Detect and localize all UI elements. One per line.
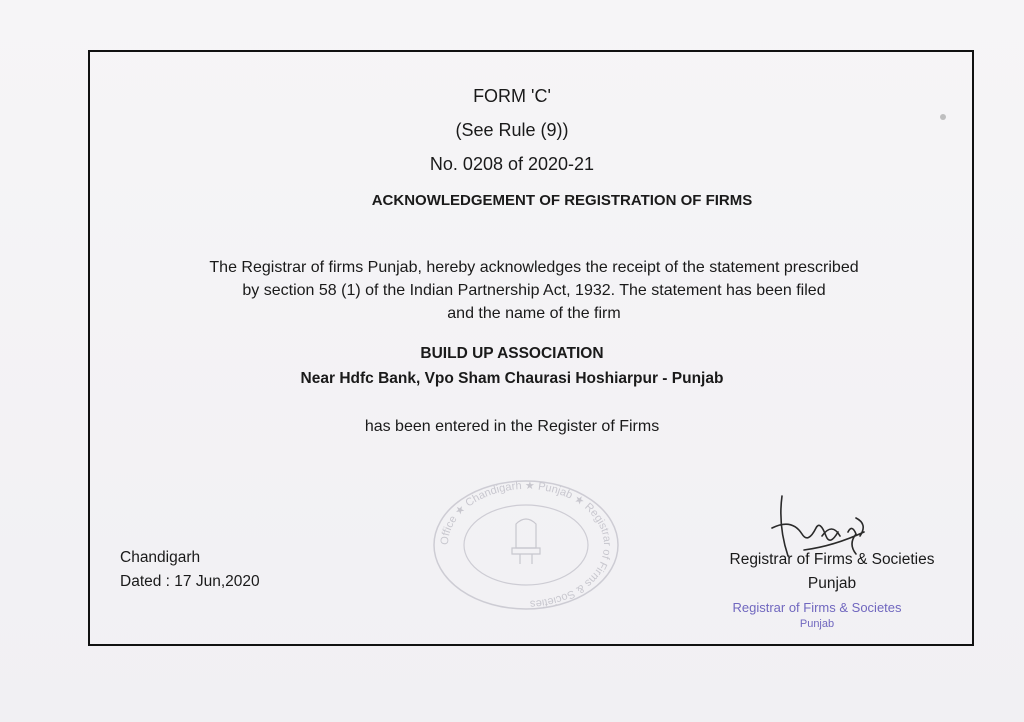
emblem-icon	[512, 519, 540, 564]
registrar-title: Registrar of Firms & Societies	[729, 551, 935, 568]
registration-number: No. 0208 of 2020-21	[429, 154, 595, 174]
seal-text: Office ★ Chandigarh ★ Punjab ★ Registrar of Firms & Societies	[438, 479, 614, 610]
form-rule: (See Rule (9))	[455, 120, 569, 140]
stamp-line-1: Registrar of Firms & Societes	[732, 600, 902, 615]
issue-place: Chandigarh	[120, 549, 201, 566]
document-heading: ACKNOWLEDGEMENT OF REGISTRATION OF FIRMS	[371, 192, 753, 209]
paragraph-line-2: by section 58 (1) of the Indian Partnership Act, 1932. The statement has been filed	[242, 282, 826, 299]
issue-date: Dated : 17 Jun,2020	[120, 573, 260, 590]
issue-details	[120, 546, 260, 594]
stamp-line-2: Punjab	[799, 618, 835, 630]
acknowledgement-paragraph	[22, 256, 1024, 325]
firm-address: Near Hdfc Bank, Vpo Sham Chaurasi Hoshiarpur - Punjab	[300, 370, 724, 387]
registrar-state: Punjab	[807, 575, 857, 592]
registrar-designation	[708, 548, 956, 596]
firm-name: BUILD UP ASSOCIATION	[420, 345, 604, 362]
registrar-rubber-stamp	[712, 600, 922, 632]
svg-text:Office ★ Chandigarh ★ Punjab ★	[439, 480, 613, 610]
official-seal	[430, 478, 622, 612]
paragraph-line-3: and the name of the firm	[447, 305, 621, 322]
entered-statement: has been entered in the Register of Firms	[364, 418, 660, 435]
form-title: FORM 'C'	[473, 86, 551, 106]
paragraph-line-1: The Registrar of firms Punjab, hereby acknowledges the receipt of the statement prescribed	[209, 259, 859, 276]
